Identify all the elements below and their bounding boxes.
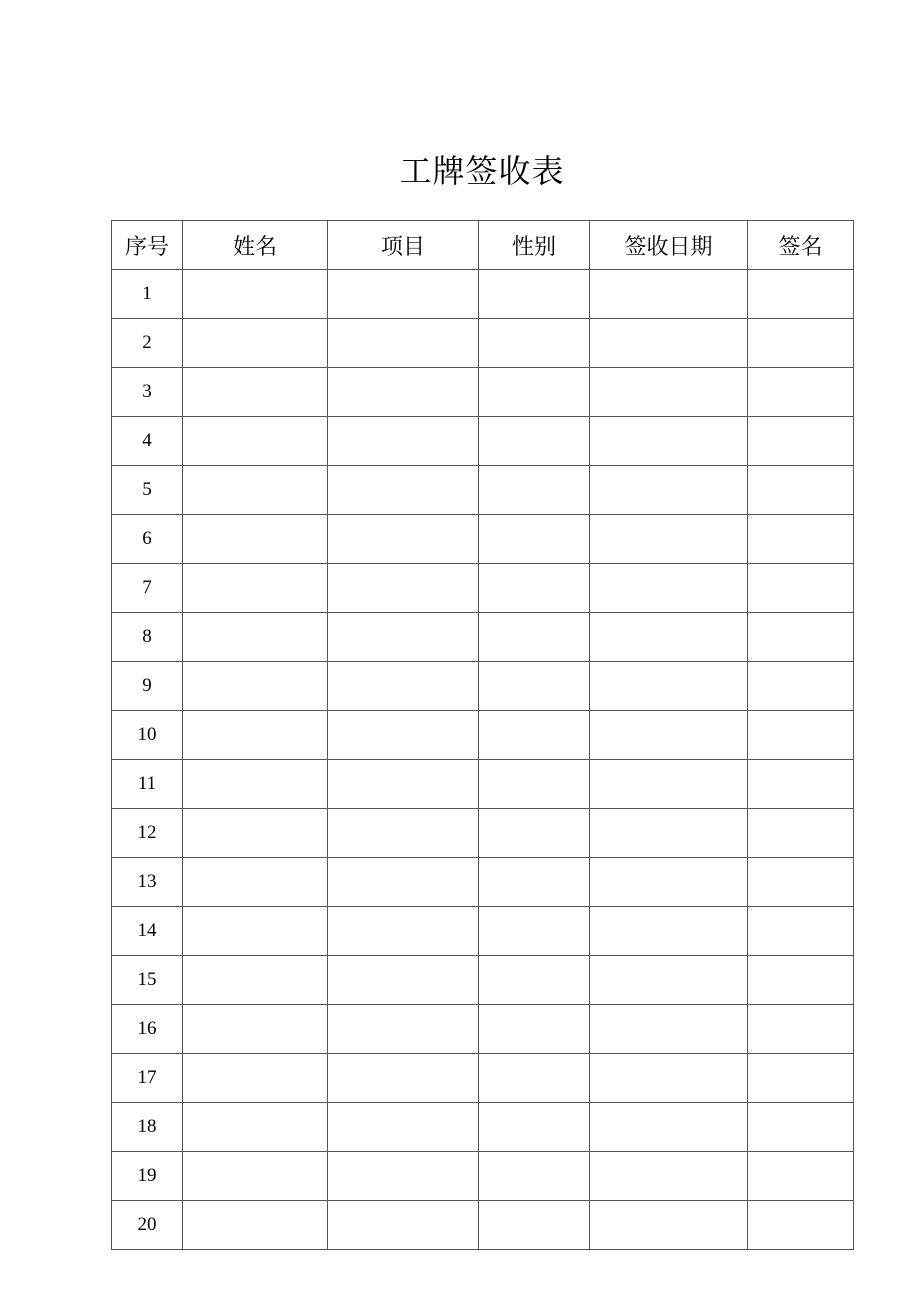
table-row (112, 662, 854, 711)
cell-seq: 10 (112, 711, 183, 760)
cell-name[interactable] (183, 809, 328, 858)
cell-project[interactable] (328, 1054, 479, 1103)
table-row (112, 760, 854, 809)
cell-seq: 12 (112, 809, 183, 858)
cell-gender[interactable] (479, 417, 590, 466)
cell-gender[interactable] (479, 270, 590, 319)
cell-gender[interactable] (479, 368, 590, 417)
cell-date[interactable] (590, 858, 748, 907)
page-title: 工牌签收表 (399, 152, 565, 191)
cell-name[interactable] (183, 1054, 328, 1103)
table-row (112, 711, 854, 760)
cell-signature[interactable] (748, 1005, 854, 1054)
cell-project[interactable] (328, 1152, 479, 1201)
cell-signature[interactable] (748, 907, 854, 956)
cell-signature[interactable] (748, 515, 854, 564)
cell-seq: 2 (112, 319, 183, 368)
cell-date[interactable] (590, 368, 748, 417)
cell-date[interactable] (590, 466, 748, 515)
cell-seq: 5 (112, 466, 183, 515)
cell-project[interactable] (328, 907, 479, 956)
cell-date[interactable] (590, 1054, 748, 1103)
cell-gender[interactable] (479, 711, 590, 760)
cell-project[interactable] (328, 417, 479, 466)
cell-seq: 17 (112, 1054, 183, 1103)
table-row (112, 564, 854, 613)
header-project: 项目 (328, 221, 479, 270)
cell-seq: 14 (112, 907, 183, 956)
cell-gender[interactable] (479, 515, 590, 564)
cell-date[interactable] (590, 662, 748, 711)
header-name: 姓名 (183, 221, 328, 270)
cell-signature[interactable] (748, 760, 854, 809)
cell-signature[interactable] (748, 858, 854, 907)
cell-gender[interactable] (479, 1103, 590, 1152)
table-row (112, 809, 854, 858)
cell-project[interactable] (328, 1103, 479, 1152)
table-header-row (112, 221, 854, 270)
cell-project[interactable] (328, 319, 479, 368)
cell-name[interactable] (183, 1201, 328, 1250)
cell-name[interactable] (183, 368, 328, 417)
cell-date[interactable] (590, 1103, 748, 1152)
cell-project[interactable] (328, 662, 479, 711)
table-row (112, 1005, 854, 1054)
header-date: 签收日期 (590, 221, 748, 270)
cell-date[interactable] (590, 907, 748, 956)
table-row (112, 515, 854, 564)
cell-name[interactable] (183, 613, 328, 662)
cell-name[interactable] (183, 1103, 328, 1152)
cell-seq: 19 (112, 1152, 183, 1201)
cell-gender[interactable] (479, 956, 590, 1005)
cell-project[interactable] (328, 1005, 479, 1054)
table-body (112, 270, 854, 1250)
cell-date[interactable] (590, 1201, 748, 1250)
cell-signature[interactable] (748, 270, 854, 319)
cell-signature[interactable] (748, 319, 854, 368)
cell-gender[interactable] (479, 1201, 590, 1250)
cell-date[interactable] (590, 270, 748, 319)
cell-project[interactable] (328, 711, 479, 760)
cell-seq: 7 (112, 564, 183, 613)
header-seq: 序号 (112, 221, 183, 270)
table-row (112, 956, 854, 1005)
cell-date[interactable] (590, 1152, 748, 1201)
table-row (112, 613, 854, 662)
cell-gender[interactable] (479, 809, 590, 858)
cell-name[interactable] (183, 711, 328, 760)
cell-gender[interactable] (479, 1054, 590, 1103)
cell-name[interactable] (183, 270, 328, 319)
cell-gender[interactable] (479, 466, 590, 515)
cell-project[interactable] (328, 858, 479, 907)
cell-gender[interactable] (479, 662, 590, 711)
cell-name[interactable] (183, 858, 328, 907)
cell-seq: 9 (112, 662, 183, 711)
cell-seq: 20 (112, 1201, 183, 1250)
table-row (112, 368, 854, 417)
cell-date[interactable] (590, 956, 748, 1005)
cell-project[interactable] (328, 1201, 479, 1250)
cell-project[interactable] (328, 270, 479, 319)
table-row (112, 270, 854, 319)
cell-seq: 1 (112, 270, 183, 319)
table-row (112, 1201, 854, 1250)
cell-gender[interactable] (479, 613, 590, 662)
cell-name[interactable] (183, 1152, 328, 1201)
cell-project[interactable] (328, 515, 479, 564)
header-signature: 签名 (748, 221, 854, 270)
cell-name[interactable] (183, 319, 328, 368)
cell-project[interactable] (328, 956, 479, 1005)
table-row (112, 907, 854, 956)
cell-name[interactable] (183, 956, 328, 1005)
table-row (112, 417, 854, 466)
cell-seq: 15 (112, 956, 183, 1005)
cell-name[interactable] (183, 662, 328, 711)
cell-name[interactable] (183, 907, 328, 956)
cell-signature[interactable] (748, 711, 854, 760)
cell-seq: 16 (112, 1005, 183, 1054)
cell-signature[interactable] (748, 1152, 854, 1201)
table-row (112, 1054, 854, 1103)
cell-date[interactable] (590, 564, 748, 613)
cell-gender[interactable] (479, 858, 590, 907)
cell-seq: 11 (112, 760, 183, 809)
cell-signature[interactable] (748, 1054, 854, 1103)
cell-project[interactable] (328, 809, 479, 858)
cell-seq: 8 (112, 613, 183, 662)
cell-project[interactable] (328, 466, 479, 515)
cell-seq: 6 (112, 515, 183, 564)
cell-signature[interactable] (748, 613, 854, 662)
cell-signature[interactable] (748, 1201, 854, 1250)
cell-date[interactable] (590, 417, 748, 466)
cell-gender[interactable] (479, 907, 590, 956)
table-row (112, 1103, 854, 1152)
cell-signature[interactable] (748, 1103, 854, 1152)
cell-date[interactable] (590, 515, 748, 564)
cell-seq: 3 (112, 368, 183, 417)
cell-project[interactable] (328, 613, 479, 662)
cell-seq: 18 (112, 1103, 183, 1152)
table-row (112, 858, 854, 907)
cell-name[interactable] (183, 417, 328, 466)
cell-date[interactable] (590, 319, 748, 368)
table-row (112, 466, 854, 515)
cell-name[interactable] (183, 466, 328, 515)
cell-project[interactable] (328, 368, 479, 417)
cell-signature[interactable] (748, 662, 854, 711)
table-row (112, 1152, 854, 1201)
cell-gender[interactable] (479, 319, 590, 368)
cell-name[interactable] (183, 760, 328, 809)
cell-gender[interactable] (479, 1152, 590, 1201)
badge-signoff-table (111, 220, 854, 1250)
cell-name[interactable] (183, 1005, 328, 1054)
cell-gender[interactable] (479, 760, 590, 809)
cell-seq: 13 (112, 858, 183, 907)
cell-signature[interactable] (748, 417, 854, 466)
cell-name[interactable] (183, 564, 328, 613)
cell-date[interactable] (590, 760, 748, 809)
cell-signature[interactable] (748, 809, 854, 858)
cell-date[interactable] (590, 1005, 748, 1054)
cell-project[interactable] (328, 564, 479, 613)
cell-signature[interactable] (748, 956, 854, 1005)
cell-signature[interactable] (748, 564, 854, 613)
cell-date[interactable] (590, 613, 748, 662)
table-row (112, 319, 854, 368)
header-gender: 性别 (479, 221, 590, 270)
cell-name[interactable] (183, 515, 328, 564)
cell-gender[interactable] (479, 564, 590, 613)
cell-signature[interactable] (748, 368, 854, 417)
cell-project[interactable] (328, 760, 479, 809)
cell-signature[interactable] (748, 466, 854, 515)
cell-seq: 4 (112, 417, 183, 466)
cell-date[interactable] (590, 809, 748, 858)
cell-date[interactable] (590, 711, 748, 760)
cell-gender[interactable] (479, 1005, 590, 1054)
